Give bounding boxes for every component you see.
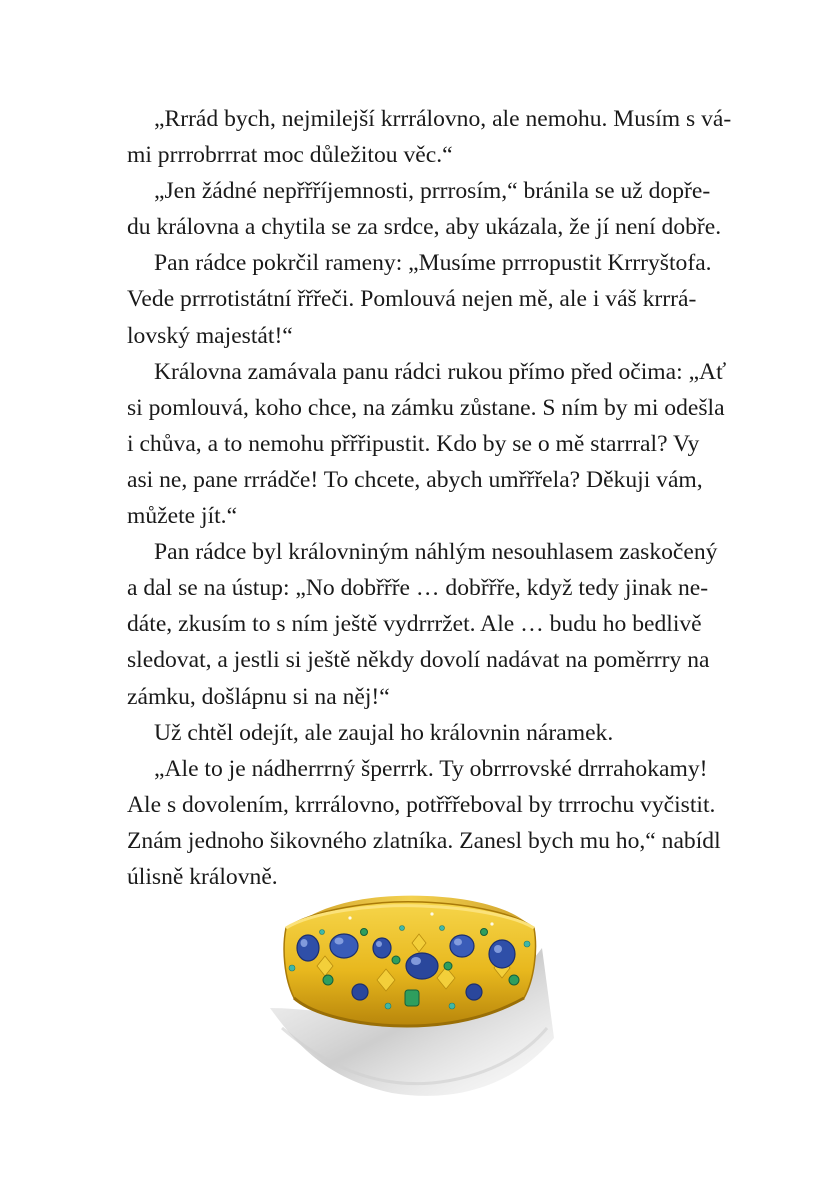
body-text: [127, 101, 732, 895]
text-line: i chůva, a to nemohu přřřipustit. Kdo by se o mě starrral? Vy: [127, 430, 700, 457]
text-line: Znám jednoho šikovného zlatníka. Zanesl bych mu ho,“ nabídl: [127, 827, 721, 854]
text-line: du královna a chytila se za srdce, aby ukázala, že jí není dobře.: [127, 214, 722, 241]
text-line: Už chtěl odejít, ale zaujal ho královnin náramek.: [154, 719, 614, 746]
text-line: si pomlouvá, koho chce, na zámku zůstane. S ním by mi odešla: [127, 394, 725, 421]
text-line: Pan rádce pokrčil rameny: „Musíme prrropustit Krrryštofa.: [154, 250, 712, 277]
text-line: můžete jít.“: [127, 503, 238, 530]
text-line: mi prrrobrrrat moc důležitou věc.“: [127, 142, 453, 169]
jeweled-bracelet-icon: [262, 888, 562, 1110]
text-line: lovský majestát!“: [127, 322, 293, 349]
text-line: Královna zamávala panu rádci rukou přímo před očima: „Ať: [154, 358, 727, 385]
text-line: sledovat, a jestli si ještě někdy dovolí nadávat na poměrrry na: [127, 647, 710, 674]
text-line: dáte, zkusím to s ním ještě vydrrržet. Ale … budu ho bedlivě: [127, 611, 702, 638]
text-line: zámku, došlápnu si na něj!“: [127, 683, 390, 710]
text-line: „Rrrád bych, nejmilejší krrrálovno, ale nemohu. Musím s vá-: [154, 106, 732, 132]
text-line: Pan rádce byl královniným náhlým nesouhlasem zaskočený: [154, 539, 718, 566]
text-line: a dal se na ústup: „No dobřřře … dobřřře, když tedy jinak ne-: [127, 575, 709, 602]
text-line: „Ale to je nádherrrný šperrrk. Ty obrrrovské drrrahokamy!: [154, 755, 708, 782]
text-line: úlisně královně.: [127, 863, 278, 890]
text-line: „Jen žádné nepřřříjemnosti, prrrosím,“ bránila se už dopře-: [154, 178, 711, 205]
text-line: Vede prrrotistátní řřřeči. Pomlouvá nejen mě, ale i váš krrrá-: [127, 286, 697, 313]
text-line: Ale s dovolením, krrrálovno, potřřřeboval by trrrochu vyčistit.: [127, 791, 716, 818]
text-line: asi ne, pane rrrádče! To chcete, abych umřřřela? Děkuji vám,: [127, 466, 703, 493]
